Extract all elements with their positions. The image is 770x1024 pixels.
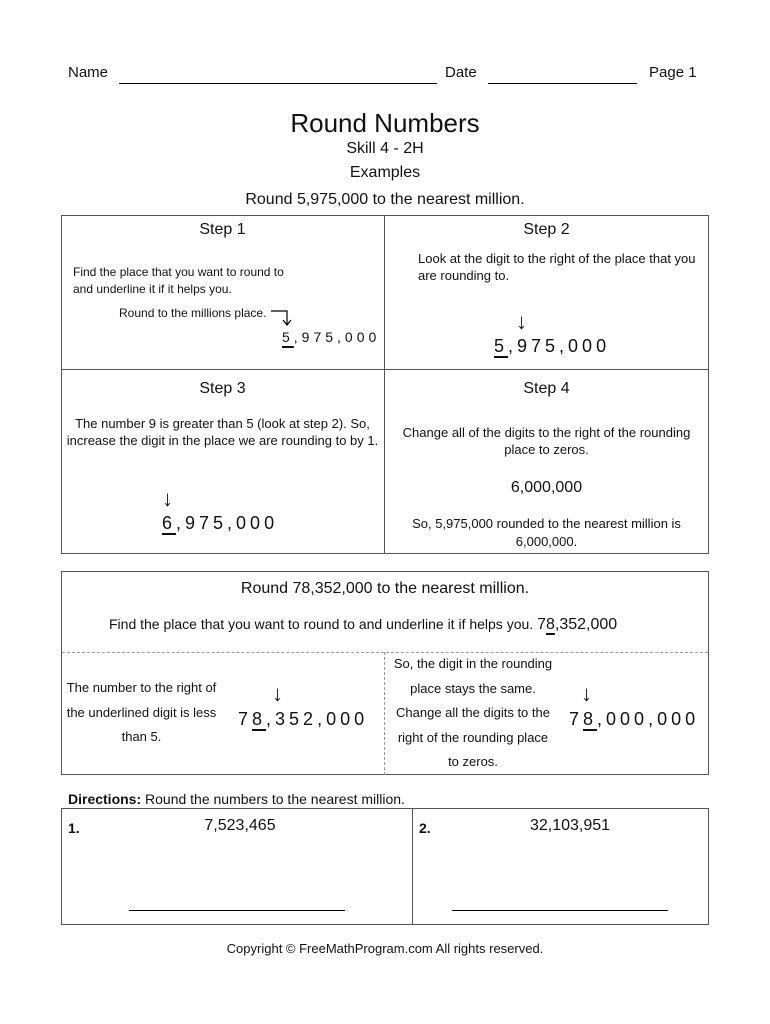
step4-conclusion: So, 5,975,000 rounded to the nearest million is 6,000,000. [412, 516, 681, 549]
problem-2-number: 2. [419, 820, 431, 836]
grid-divider-horizontal [61, 369, 709, 370]
page-title: Round Numbers [290, 108, 480, 138]
directions: Directions: Round the numbers to the nearest million. [68, 791, 405, 807]
example2-right-text: So, the digit in the rounding place stays the same. Change all the digits to the right of the rounding place to zeros. [393, 656, 553, 769]
step3-number: 6,975,000 [162, 513, 279, 533]
practice-divider [412, 808, 413, 925]
step3-title: Step 3 [199, 380, 246, 397]
bent-arrow-icon [270, 307, 292, 327]
example2-divider-vertical [384, 652, 385, 775]
skill-label: Skill 4 - 2H [346, 140, 424, 157]
example2-left-number: 78,352,000 [238, 709, 369, 729]
step4-text: Change all of the digits to the right of the rounding place to zeros. [402, 425, 691, 457]
step2-title: Step 2 [523, 221, 570, 238]
step2-text: Look at the digit to the right of the place that you are rounding to. [418, 251, 696, 283]
step1-note: Round to the millions place. [119, 306, 267, 320]
down-arrow-icon: ↓ [272, 681, 283, 706]
page-number: Page 1 [649, 64, 697, 81]
step1-title: Step 1 [199, 221, 246, 238]
down-arrow-icon: ↓ [581, 681, 592, 706]
down-arrow-icon: ↓ [516, 309, 527, 334]
example2-title: Round 78,352,000 to the nearest million. [240, 580, 530, 597]
name-field[interactable] [119, 83, 437, 84]
problem-2-answer-line[interactable] [452, 910, 668, 911]
example2-divider [62, 652, 708, 653]
step2-number: 5,975,000 [494, 336, 611, 356]
name-label: Name [68, 64, 109, 81]
problem-1-number: 1. [68, 820, 80, 836]
examples-label: Examples [349, 164, 421, 181]
problem-1-answer-line[interactable] [129, 910, 345, 911]
example-problem: Round 5,975,000 to the nearest million. [245, 191, 525, 208]
down-arrow-icon: ↓ [162, 486, 173, 511]
problem-1-value: 7,523,465 [204, 817, 276, 834]
step4-title: Step 4 [523, 380, 570, 397]
example2-right-number: 78,000,000 [569, 709, 700, 729]
step1-number: 5,975,000 [282, 329, 381, 345]
step3-text: The number 9 is greater than 5 (look at step 2). So, increase the digit in the place we are rounding to by 1. [66, 416, 379, 448]
step1-text: Find the place that you want to round to and underline it if it helps you. [73, 265, 284, 296]
example2-left-text: The number to the right of the underlined digit is less than 5. [66, 680, 217, 744]
step4-result: 6,000,000 [510, 479, 583, 496]
copyright: Copyright © FreeMathProgram.com All rights reserved. [226, 941, 544, 956]
problem-2-value: 32,103,951 [529, 817, 611, 834]
example2-instruction: Find the place that you want to round to and underline it if helps you. 78,352,000 [109, 616, 618, 633]
date-field[interactable] [488, 83, 637, 84]
date-label: Date [445, 64, 477, 81]
